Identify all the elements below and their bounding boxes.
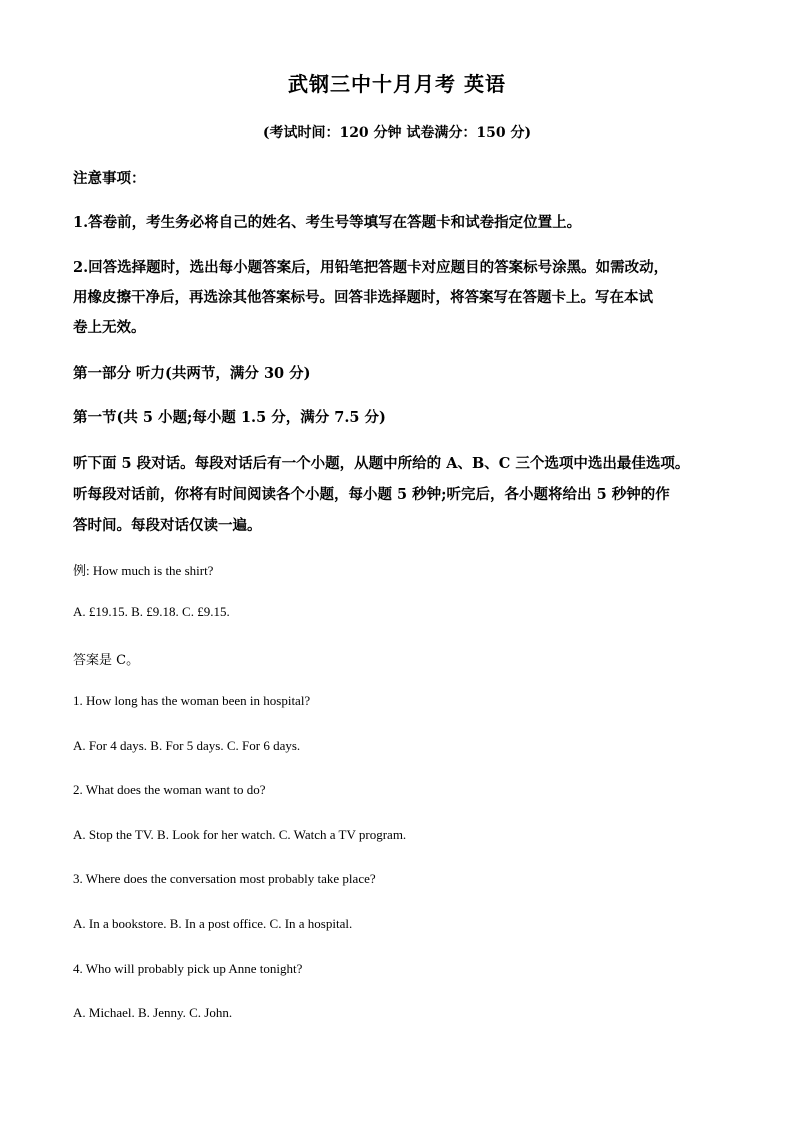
question-2: 2. What does the woman want to do? <box>73 782 266 797</box>
notes-item-2-line-3: 卷上无效。 <box>73 319 146 336</box>
notes-item-1: 1.答卷前，考生务必将自己的姓名、考生号等填写在答题卡和试卷指定位置上。 <box>73 214 582 231</box>
notes-item-2-line-1: 2.回答选择题时，选出每小题答案后，用铅笔把答题卡对应题目的答案标号涂黑。如需改动， <box>73 259 669 276</box>
question-2-options: A. Stop the TV. B. Look for her watch. C. Watch a TV program. <box>73 827 407 842</box>
question-1: 1. How long has the woman been in hospital? <box>73 693 311 708</box>
question-3: 3. Where does the conversation most probably take place? <box>73 871 376 886</box>
instructions-line-3: 答时间。每段对话仅读一遍。 <box>73 517 262 534</box>
page-title: 武钢三中十月月考 英语 <box>288 72 506 96</box>
question-3-options: A. In a bookstore. B. In a post office. C. In a hospital. <box>73 916 353 931</box>
section1-heading: 第一节(共 5 小题;每小题 1.5 分，满分 7.5 分) <box>73 409 386 426</box>
example-question: 例: How much is the shirt? <box>73 563 214 578</box>
instructions-line-1: 听下面 5 段对话。每段对话后有一个小题，从题中所给的 A、B、C 三个选项中选出最佳选项。 <box>73 455 690 472</box>
notes-heading: 注意事项： <box>73 170 146 187</box>
question-4: 4. Who will probably pick up Anne tonight? <box>73 961 303 976</box>
example-options: A. £19.15. B. £9.18. C. £9.15. <box>73 604 230 619</box>
example-answer: 答案是 C。 <box>73 653 140 668</box>
part1-heading: 第一部分 听力(共两节，满分 30 分) <box>73 365 311 382</box>
exam-subtitle: (考试时间：120 分钟 试卷满分：150 分) <box>262 125 532 141</box>
notes-item-2-line-2: 用橡皮擦干净后，再选涂其他答案标号。回答非选择题时，将答案写在答题卡上。写在本试 <box>73 289 653 306</box>
instructions-line-2: 听每段对话前，你将有时间阅读各个小题，每小题 5 秒钟;听完后，各小题将给出 5 秒钟的作 <box>73 486 670 503</box>
question-1-options: A. For 4 days. B. For 5 days. C. For 6 days. <box>73 738 301 753</box>
question-4-options: A. Michael. B. Jenny. C. John. <box>73 1005 233 1020</box>
